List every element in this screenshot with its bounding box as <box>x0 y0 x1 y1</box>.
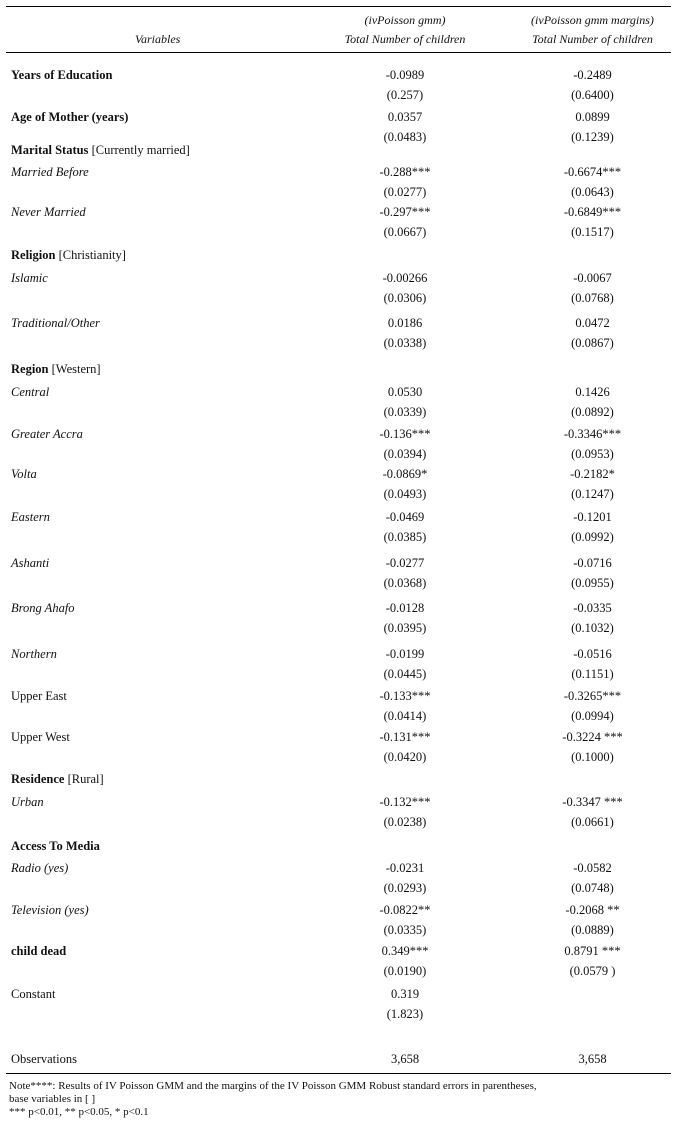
coef-col1: -0.0822** <box>379 903 431 917</box>
coef-col1: -0.00266 <box>382 271 428 285</box>
row-label: Age of Mother (years) <box>11 110 129 124</box>
se-col1: (0.0493) <box>383 487 427 501</box>
se-col2: (0.0955) <box>571 576 614 590</box>
coef-col2: -0.1201 <box>573 510 612 524</box>
note-line-2: base variables in [ ] <box>9 1093 96 1105</box>
se-col2: (0.0953) <box>571 447 614 461</box>
se-col2: (0.0768) <box>571 291 614 305</box>
se-col1: (0.0338) <box>383 336 427 350</box>
se-col2: (0.1032) <box>571 621 614 635</box>
se-col1: (0.0483) <box>383 130 427 144</box>
row-label: Residence [Rural] <box>11 772 104 786</box>
row-label: Eastern <box>11 510 50 524</box>
coef-col2: 0.8791 *** <box>564 944 621 958</box>
row-label: Constant <box>11 987 56 1001</box>
col1-header-line1: (ivPoisson gmm) <box>364 13 446 27</box>
se-col1: (0.0385) <box>383 530 427 544</box>
coef-col1: -0.288*** <box>379 165 431 179</box>
coef-col2: 0.0899 <box>575 110 610 124</box>
se-col1: (0.0667) <box>383 225 427 239</box>
se-col1: (0.0306) <box>383 291 427 305</box>
coef-col1: -0.0989 <box>385 68 425 82</box>
se-col1: (0.0445) <box>383 667 427 681</box>
coef-col1: -0.0469 <box>385 510 425 524</box>
se-col1: (0.0395) <box>383 621 427 635</box>
coef-col2: -0.2068 ** <box>565 903 620 917</box>
coef-col2: 0.0472 <box>575 316 610 330</box>
se-col2: (0.0992) <box>571 530 614 544</box>
coef-col1: -0.136*** <box>379 427 431 441</box>
coef-col2: -0.3265*** <box>563 689 622 703</box>
variables-header: Variables <box>135 32 181 46</box>
se-col1: (0.0277) <box>383 185 427 199</box>
row-label: Never Married <box>11 205 86 219</box>
coef-col2: 0.1426 <box>575 385 610 399</box>
coef-col2: -0.2489 <box>573 68 612 82</box>
se-col2: (0.0661) <box>571 815 614 829</box>
se-col1: (0.0293) <box>383 881 427 895</box>
note-line-3: *** p<0.01, ** p<0.05, * p<0.1 <box>9 1106 149 1118</box>
col2-header-line1: (ivPoisson gmm margins) <box>531 13 654 27</box>
se-col2: (0.1000) <box>571 750 614 764</box>
se-col2: (0.1517) <box>571 225 614 239</box>
note-line-1: Note****: Results of IV Poisson GMM and the margins of the IV Poisson GMM Robust standard errors in parentheses, <box>9 1080 537 1092</box>
header-rule <box>6 52 671 53</box>
row-label: Radio (yes) <box>11 861 69 875</box>
coef-col1: -0.132*** <box>379 795 431 809</box>
se-col1: (0.0414) <box>383 709 427 723</box>
row-label: Upper West <box>11 730 70 744</box>
se-col2: (0.1247) <box>571 487 614 501</box>
coef-col2: -0.0067 <box>573 271 612 285</box>
row-label: Years of Education <box>11 68 113 82</box>
row-label: Television (yes) <box>11 903 89 917</box>
se-col1: (0.0420) <box>383 750 427 764</box>
row-label: Upper East <box>11 689 67 703</box>
coef-col2: -0.6674*** <box>563 165 622 179</box>
coef-col1: -0.0199 <box>385 647 425 661</box>
row-label: Brong Ahafo <box>11 601 75 615</box>
col2-header-line2: Total Number of children <box>532 32 653 46</box>
se-col2: (0.0579 ) <box>569 964 616 978</box>
coef-col1: 0.0357 <box>387 110 423 124</box>
se-col2: (0.6400) <box>571 88 614 102</box>
coef-col2: 3,658 <box>578 1052 607 1066</box>
coef-col2: -0.3346*** <box>563 427 622 441</box>
row-label: Observations <box>11 1052 77 1066</box>
coef-col1: -0.133*** <box>379 689 431 703</box>
coef-col1: 3,658 <box>390 1052 420 1066</box>
row-label: Access To Media <box>11 839 100 853</box>
se-col1: (0.0339) <box>383 405 427 419</box>
se-col1: (0.0190) <box>383 964 427 978</box>
top-rule <box>6 6 671 7</box>
se-col2: (0.0867) <box>571 336 614 350</box>
se-col2: (0.1151) <box>571 667 614 681</box>
coef-col1: -0.297*** <box>379 205 431 219</box>
se-col2: (0.0748) <box>571 881 614 895</box>
bottom-rule <box>6 1073 671 1074</box>
coef-col1: 0.349*** <box>381 944 429 958</box>
row-label: Islamic <box>11 271 48 285</box>
se-col1: (0.0335) <box>383 923 427 937</box>
row-label: Central <box>11 385 50 399</box>
coef-col2: -0.6849*** <box>563 205 622 219</box>
coef-col2: -0.0516 <box>573 647 612 661</box>
se-col1: (0.0394) <box>383 447 427 461</box>
se-col2: (0.0643) <box>571 185 614 199</box>
se-col1: (0.0238) <box>383 815 427 829</box>
se-col1: (1.823) <box>386 1007 424 1021</box>
coef-col1: -0.0277 <box>385 556 425 570</box>
row-label: Ashanti <box>11 556 50 570</box>
col1-header-line2: Total Number of children <box>344 32 466 46</box>
se-col2: (0.0892) <box>571 405 614 419</box>
coef-col1: -0.131*** <box>379 730 431 744</box>
row-label: Marital Status [Currently married] <box>11 143 190 157</box>
row-label: Married Before <box>11 165 89 179</box>
coef-col2: -0.0582 <box>573 861 612 875</box>
row-label: Urban <box>11 795 44 809</box>
coef-col1: -0.0231 <box>385 861 425 875</box>
row-label: Northern <box>11 647 57 661</box>
se-col2: (0.0889) <box>571 923 614 937</box>
coef-col1: 0.0530 <box>387 385 423 399</box>
se-col2: (0.0994) <box>571 709 614 723</box>
coef-col1: -0.0128 <box>385 601 425 615</box>
coef-col2: -0.2182* <box>570 467 615 481</box>
row-label: child dead <box>11 944 67 958</box>
row-label: Religion [Christianity] <box>11 248 126 262</box>
coef-col2: -0.0716 <box>573 556 612 570</box>
coef-col2: -0.3224 *** <box>562 730 623 744</box>
coef-col1: 0.0186 <box>387 316 423 330</box>
coef-col1: 0.319 <box>390 987 420 1001</box>
row-label: Volta <box>11 467 37 481</box>
se-col1: (0.257) <box>386 88 424 102</box>
row-label: Traditional/Other <box>11 316 100 330</box>
row-label: Region [Western] <box>11 362 101 376</box>
se-col2: (0.1239) <box>571 130 614 144</box>
coef-col1: -0.0869* <box>382 467 428 481</box>
row-label: Greater Accra <box>11 427 83 441</box>
se-col1: (0.0368) <box>383 576 427 590</box>
coef-col2: -0.3347 *** <box>562 795 623 809</box>
coef-col2: -0.0335 <box>573 601 612 615</box>
